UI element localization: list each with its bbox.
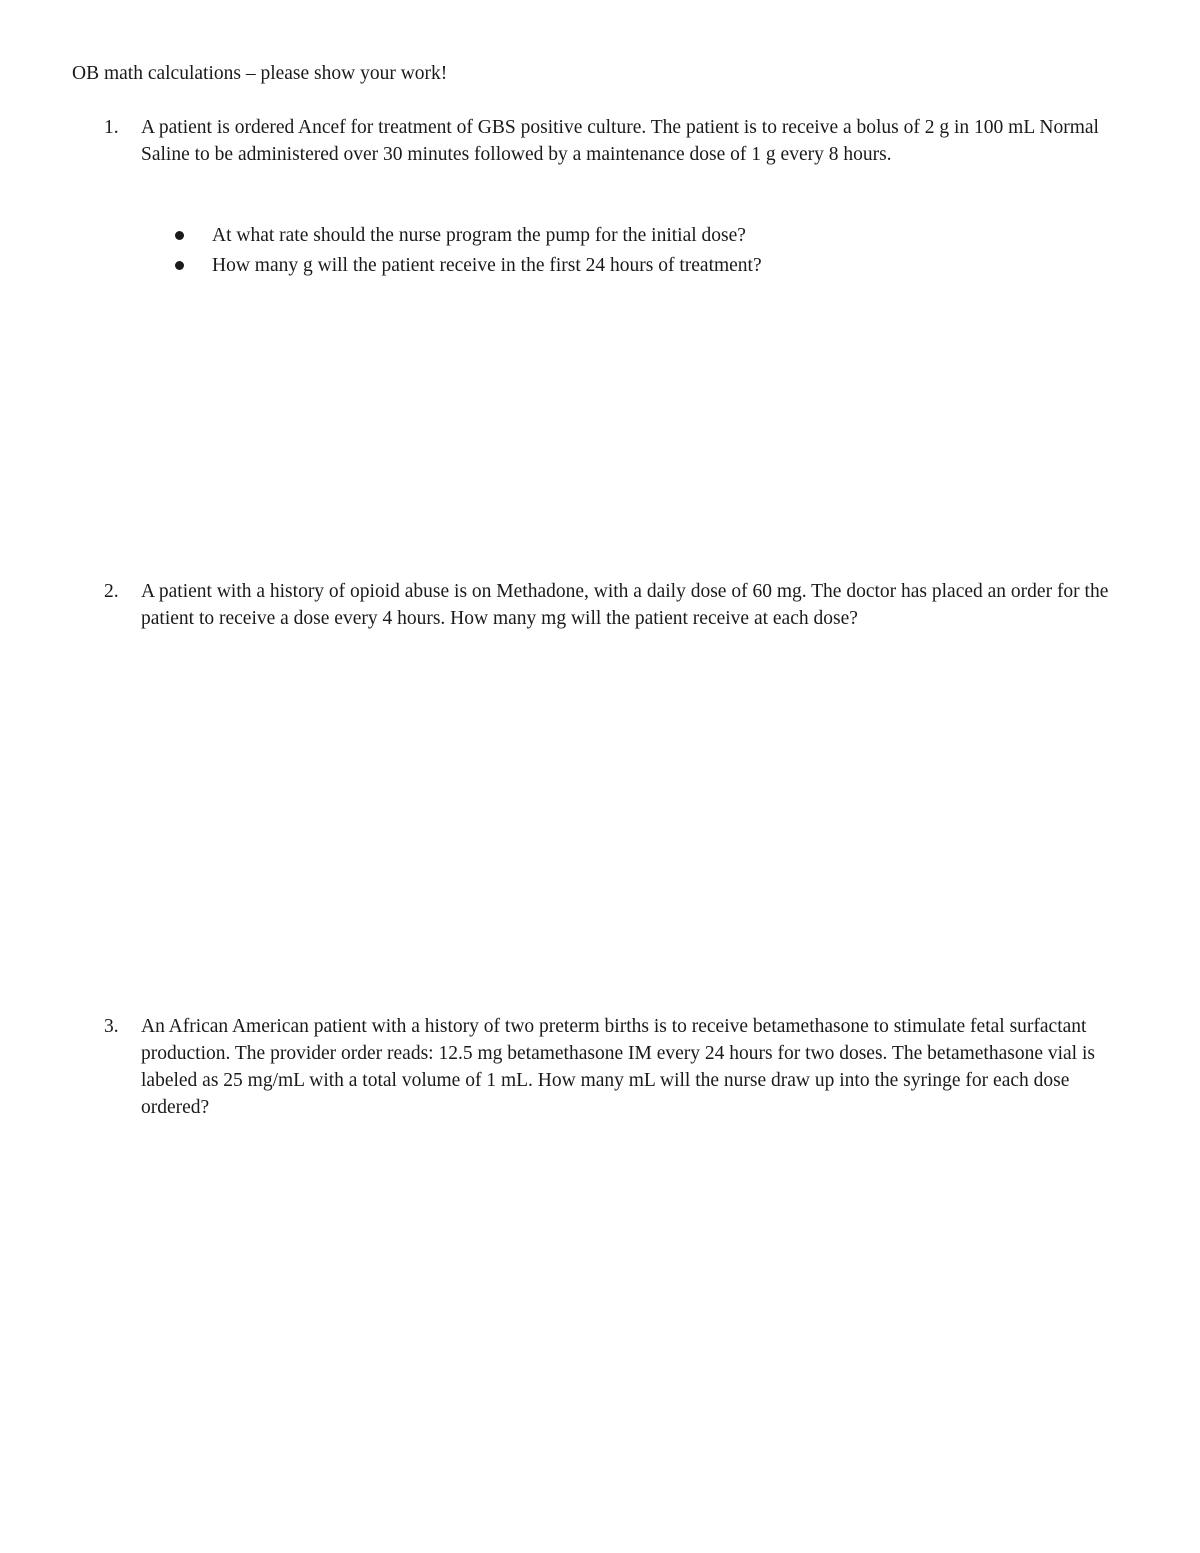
bullet-item [72, 222, 1132, 249]
question-number: 2. [104, 581, 119, 602]
bullet-dot-icon [175, 231, 184, 240]
question-number: 1. [104, 117, 119, 138]
question-number: 3. [104, 1016, 119, 1037]
question-text: A patient is ordered Ancef for treatment of GBS positive culture. The patient is to receive a bolus of 2 g in 100 mL Normal Saline to be administered over 30 minutes followed by a maintenance dose of 1 g every 8 hours. [141, 117, 1099, 165]
bullet-item [72, 252, 1132, 279]
page-title: OB math calculations – please show your work! [72, 63, 448, 84]
bullet-text: How many g will the patient receive in the first 24 hours of treatment? [212, 255, 762, 276]
question-text: An African American patient with a history of two preterm births is to receive betamethasone to stimulate fetal surfactant production. The provider order reads: 12.5 mg betamethasone IM every 24 hours for two doses. The betamethasone vial is labeled as 25 mg/mL with a total volume of 1 mL. How many mL will the nurse draw up into the syringe for each dose ordered? [141, 1016, 1095, 1118]
bullet-text: At what rate should the nurse program the pump for the initial dose? [212, 225, 746, 246]
bullet-dot-icon [175, 261, 184, 270]
question-text: A patient with a history of opioid abuse is on Methadone, with a daily dose of 60 mg. The doctor has placed an order for the patient to receive a dose every 4 hours. How many mg will the patient receive at each dose? [141, 581, 1109, 629]
